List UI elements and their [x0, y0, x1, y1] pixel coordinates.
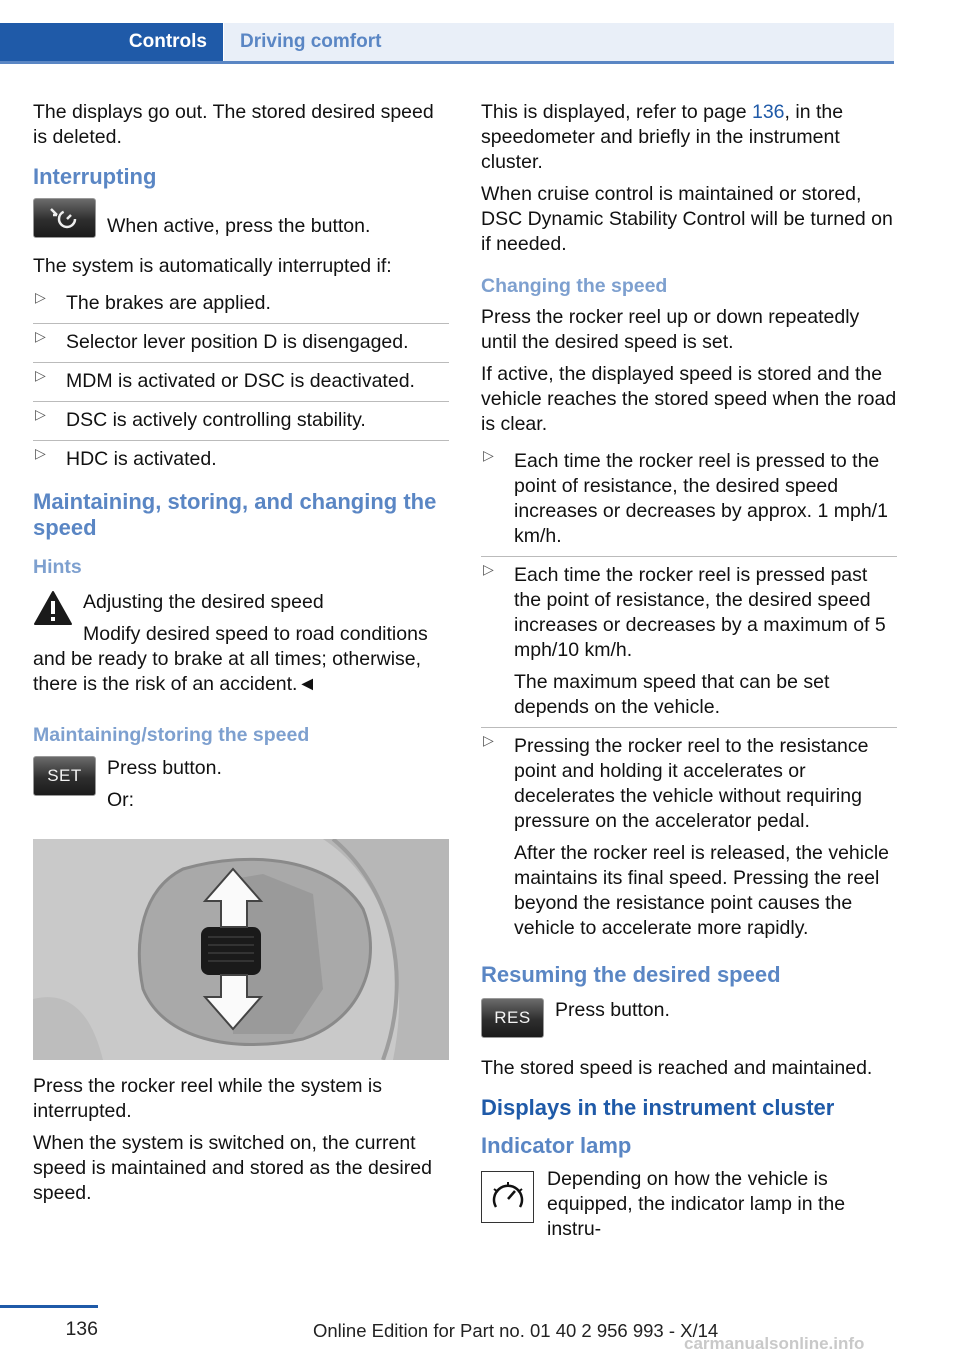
watermark-text: carmanualsonline.info	[684, 1334, 865, 1353]
list-item: ▷ MDM is activated or DSC is deactivated.	[33, 362, 449, 401]
list-item: ▷ The brakes are applied.	[33, 285, 449, 323]
interrupt-text: When active, press the button.	[107, 215, 371, 237]
set-button-icon: SET	[33, 756, 96, 796]
paragraph-if-active: If active, the displayed speed is stored and the vehicle reaches the stored speed when the road is clear.	[481, 363, 897, 435]
triangle-bullet-icon: ▷	[483, 732, 494, 748]
footer-rule	[0, 1305, 98, 1308]
paragraph-displayed: This is displayed, refer to page 136, in the speedometer and briefly in the instrument cluster.	[481, 101, 844, 173]
list-item: ▷ DSC is actively controlling stability.	[33, 401, 449, 440]
right-column	[481, 100, 897, 1242]
triangle-bullet-icon: ▷	[483, 447, 494, 463]
warning-icon	[33, 590, 73, 626]
auto-intro: The system is automatically interrupted if:	[33, 255, 392, 277]
heading-maintain-store: Maintaining/storing the speed	[33, 724, 310, 746]
res-row	[481, 998, 897, 1044]
triangle-bullet-icon: ▷	[483, 561, 494, 577]
triangle-bullet-icon: ▷	[35, 406, 46, 422]
res-button-icon: RES	[481, 998, 544, 1038]
interrupt-row	[33, 198, 449, 244]
hint-text: Modify desired speed to road conditions and be ready to brake at all times; otherwise, there is the risk of an accident.◄	[33, 623, 428, 695]
paragraph-dsc: When cruise control is maintained or stored, DSC Dynamic Stability Control will be turned on if needed.	[481, 183, 893, 255]
list-item: ▷ Selector lever position D is disengaged.	[33, 323, 449, 362]
res-press-text: Press button.	[555, 999, 670, 1021]
list-item: ▷ Each time the rocker reel is pressed to the point of resistance, the desired speed increases or decreases by approx. 1 mph/1 km/h.	[481, 443, 897, 556]
triangle-bullet-icon: ▷	[35, 445, 46, 461]
section-tab-driving-comfort: Driving comfort	[224, 23, 894, 61]
list-item: ▷ Each time the rocker reel is pressed past the point of resistance, the desired speed increases or decreases by a maximum of 5 mph/10 km/h. The maximum speed that can be set depends on the vehicle.	[481, 556, 897, 727]
page-link[interactable]: 136	[751, 101, 785, 123]
heading-hints: Hints	[33, 556, 82, 578]
heading-indicator-lamp: Indicator lamp	[481, 1133, 632, 1158]
paragraph-rocker: Press the rocker reel while the system is interrupted.	[33, 1075, 382, 1122]
triangle-bullet-icon: ▷	[35, 328, 46, 344]
heading-displays-cluster: Displays in the instrument cluster	[481, 1095, 835, 1120]
list-item: ▷ Pressing the rocker reel to the resistance point and holding it accelerates or decelerates the vehicle without requiring pressure on the accelerator pedal. After the rocker reel is released, the vehicle maintains its final speed. Pressing the reel beyond the resistance point causes the vehicle to accelerate more rapidly.	[481, 727, 897, 948]
set-or-text: Or:	[107, 789, 135, 811]
paragraph-displays: The displays go out. The stored desired speed is deleted.	[33, 101, 434, 148]
interrupt-button-icon	[33, 198, 96, 238]
heading-interrupting: Interrupting	[33, 164, 157, 189]
indicator-row	[481, 1167, 897, 1242]
hint-block	[33, 588, 449, 697]
left-column	[33, 100, 449, 1206]
indicator-text: Depending on how the vehicle is equipped, the indicator lamp in the instru-	[547, 1168, 846, 1240]
set-row	[33, 756, 449, 813]
list-item: ▷ HDC is activated.	[33, 440, 449, 479]
steering-wheel-photo	[33, 839, 449, 1060]
changing-list	[481, 443, 897, 948]
section-tab-controls: Controls	[0, 23, 223, 61]
heading-resuming: Resuming the desired speed	[481, 962, 781, 987]
triangle-bullet-icon: ▷	[35, 289, 46, 305]
triangle-bullet-icon: ▷	[35, 367, 46, 383]
set-press-text: Press button.	[107, 757, 222, 779]
heading-maintaining: Maintaining, storing, and changing the speed	[33, 489, 437, 540]
hint-title: Adjusting the desired speed	[83, 591, 324, 613]
auto-interrupt-list	[33, 285, 449, 479]
page-number: 136	[65, 1318, 98, 1340]
paragraph-press-rocker: Press the rocker reel up or down repeatedly until the desired speed is set.	[481, 306, 860, 353]
cruise-indicator-icon	[481, 1171, 534, 1223]
online-edition-text: Online Edition for Part no. 01 40 2 956 993 - X/14	[313, 1320, 719, 1341]
page-header	[0, 23, 894, 64]
paragraph-switched: When the system is switched on, the current speed is maintained and stored as the desired speed.	[33, 1132, 432, 1204]
paragraph-reached: The stored speed is reached and maintained.	[481, 1057, 873, 1079]
heading-changing: Changing the speed	[481, 275, 668, 297]
